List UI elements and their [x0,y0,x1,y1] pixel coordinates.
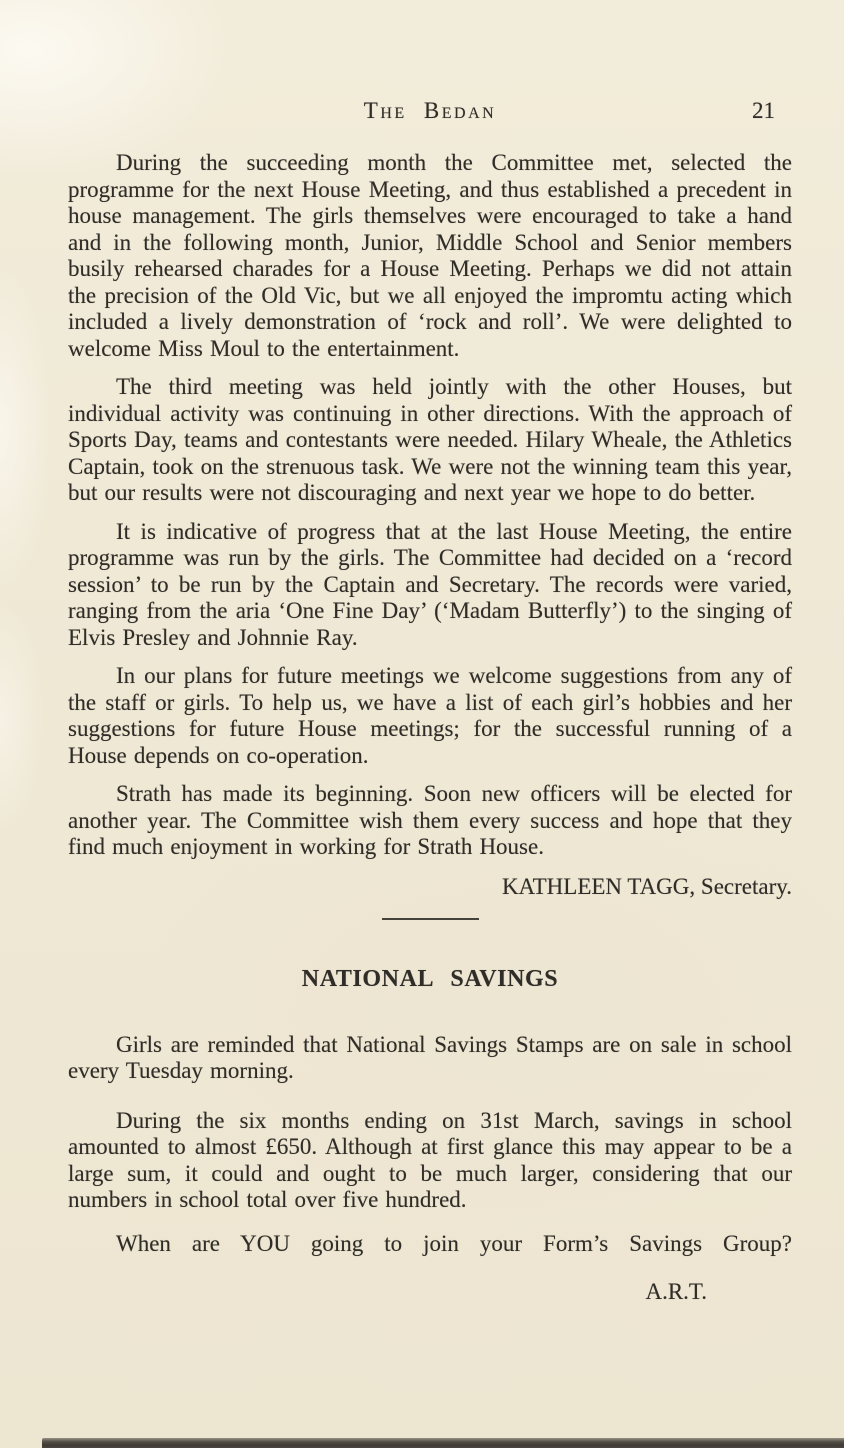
section-divider-rule [382,918,479,920]
savings-paragraph-3: When are YOU going to join your Form’s Savings Group? [116,1230,792,1256]
signature-kathleen-tagg: KATHLEEN TAGG, Secretary. [501,873,792,899]
page-content [68,97,792,1305]
page-header [68,97,792,124]
strath-house-report [68,150,792,900]
savings-paragraph-2: During the six months ending on 31st March, savings in school amounted to almost £650. Although at first glance this may appear to be a large sum, it could and ought to be much larger, considering that our numbers in school total over five hundred. [68,1107,792,1212]
strath-paragraph-1: During the succeeding month the Committee met, selected the programme for the next House Meeting, and thus established a precedent in house management. The girls themselves were encouraged to take a hand and in the following month, Junior, Middle School and Senior members busily rehearsed charades for a House Meeting. Perhaps we did not attain the precision of the Old Vic, but we all enjoyed the impromtu acting which included a lively demonstration of ‘rock and roll’. We were delighted to welcome Miss Moul to the entertainment. [68,150,792,361]
signature-art: A.R.T. [645,1279,707,1304]
national-savings-heading: NATIONAL SAVINGS [301,965,559,992]
national-savings-section [68,966,792,1306]
running-title: The Bedan [363,98,497,123]
page-bottom-edge [42,1438,844,1448]
strath-paragraph-3: It is indicative of progress that at the last House Meeting, the entire programme was run by the girls. The Committee had decided on a ‘record session’ to be run by the Captain and Secretary. The records were varied, ranging from the aria ‘One Fine Day’ (‘Madam Butterfly’) to the singing of Elvis Presley and Johnnie Ray. [68,518,792,650]
page-number: 21 [752,98,775,123]
strath-paragraph-2: The third meeting was held jointly with the other Houses, but individual activity was continuing in other directions. With the approach of Sports Day, teams and contestants were needed. Hilary Wheale, the Athletics Captain, took on the strenuous task. We were not the winning team this year, but our results were not discouraging and next year we hope to do better. [68,374,792,505]
strath-paragraph-4: In our plans for future meetings we welcome suggestions from any of the staff or girls. To help us, we have a list of each girl’s hobbies and her suggestions for future House meetings; for the successful running of a House depends on co-operation. [68,663,792,768]
strath-paragraph-5: Strath has made its beginning. Soon new officers will be elected for another year. The Committee wish them every success and hope that they find much enjoyment in working for Strath House. [68,781,792,859]
savings-paragraph-1: Girls are reminded that National Savings Stamps are on sale in school every Tuesday morning. [68,1031,792,1083]
